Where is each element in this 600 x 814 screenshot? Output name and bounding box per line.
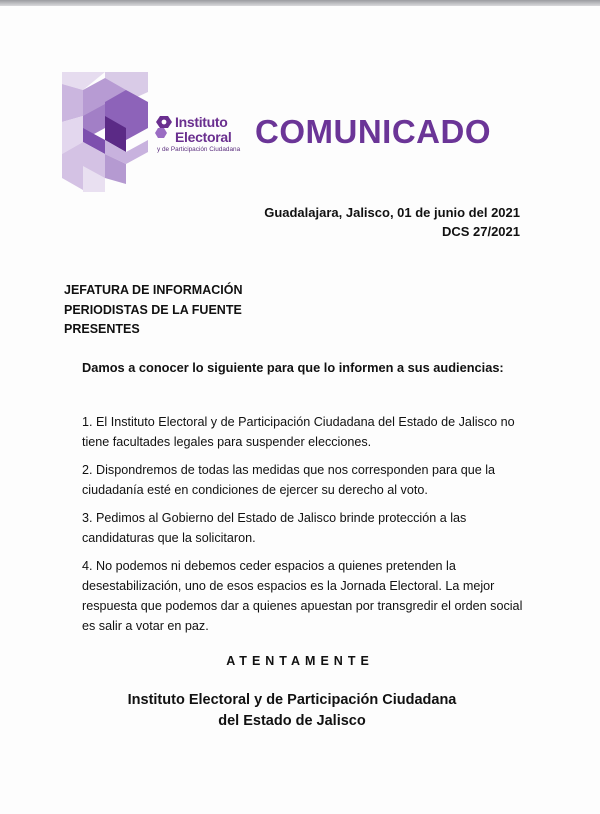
place-and-date: Guadalajara, Jalisco, 01 de junio del 2021 [264, 205, 520, 220]
signature-line: Instituto Electoral y de Participación Ciudadana [127, 692, 457, 708]
signature-line: del Estado de Jalisco [218, 713, 366, 729]
recipients-block [64, 281, 242, 340]
logo-text-instituto: Instituto [175, 114, 228, 130]
reference-number: DCS 27/2021 [441, 224, 520, 239]
point-item: 1. El Instituto Electoral y de Participación Ciudadana del Estado de Jalisco no tiene facultades legales para suspender elecciones. [82, 415, 515, 449]
document-title: COMUNICADO [255, 113, 491, 150]
logo-text-participacion: y de Participación Ciudadana [157, 146, 241, 153]
recipient-line: PERIODISTAS DE LA FUENTE [64, 302, 242, 317]
dateline [264, 203, 520, 241]
signature-block [0, 690, 584, 732]
point-item: 3. Pedimos al Gobierno del Estado de Jalisco brinde protección a las candidaturas que la solicitaron. [82, 511, 467, 545]
recipient-line: PRESENTES [64, 322, 140, 336]
point-item: 2. Dispondremos de todas las medidas que nos corresponden para que la ciudadanía esté en condiciones de ejercer su derecho al voto. [82, 463, 496, 497]
hexagon-pattern-logo [62, 72, 148, 192]
numbered-points [82, 412, 532, 644]
intro-statement: Damos a conocer lo siguiente para que lo informen a sus audiencias: [82, 360, 504, 375]
closing-salutation: ATENTAMENTE [226, 654, 374, 668]
logo-text-electoral: Electoral [175, 129, 232, 145]
recipient-line: JEFATURA DE INFORMACIÓN [64, 283, 243, 297]
point-item: 4. No podemos ni debemos ceder espacios a quienes pretenden la desestabilización, uno de esos espacios es la Jornada Electoral. La mejor respuesta que podemos dar a quienes apuestan por transgredir el orden social es salir a votar en paz. [82, 559, 523, 633]
